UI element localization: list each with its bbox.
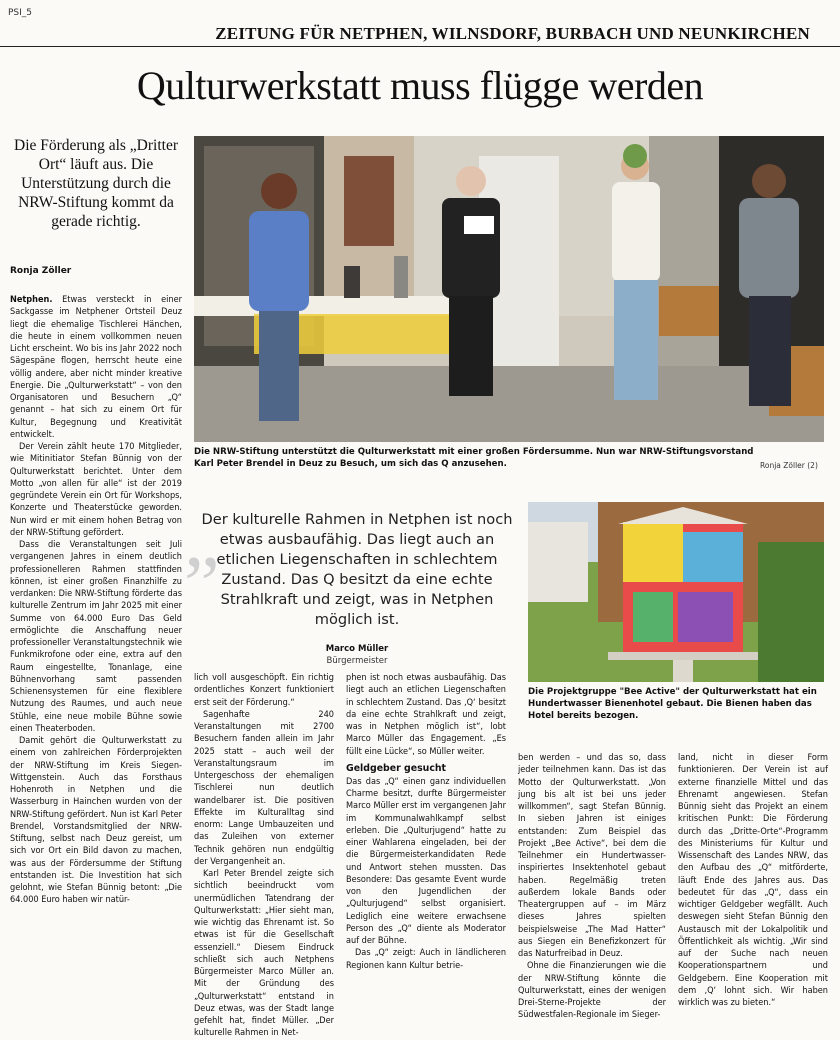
paragraph: Ohne die Finanzierungen wie die der NRW-Stiftung könnte die Qulturwerkstatt, eines der wenigen Drei-Sterne-Projekte der Südwestfalen-Regionale im Sieger-: [518, 961, 666, 1021]
pull-quote-role: Bürgermeister: [326, 656, 388, 666]
article-column-3: [346, 672, 506, 972]
bee-hotel-illustration: [528, 502, 824, 682]
paragraph: land, nicht in dieser Form funktionieren. Der Verein ist auf externe finanzielle Mittel und das Ehrenamt angewiesen. Stefan Bünnig sieht das Projekt an einem kritischen Punkt: Die Förderung durch das „Dritte-Orte“-Programm des Ministeriums für Kultur und Wissenschaft des Landes NRW, das den Aufbau des „Q“ mitförderte, läuft Ende des Jahres aus. Das bedeutet für das „Q“, dass ein wichtiger Geldgeber wegfällt. Auch deswegen sieht Stefan Bünnig den Austausch mit der Lokalpolitik und Öffentlichkeit als wichtig. „Wir sind auf der Suche nach neuen Kooperationspartnern und Geldgebern. Eine Kooperation mit dem ‚Q‘ lohnt sich. Wir haben wirklich was zu bieten.“: [678, 753, 828, 1008]
paragraph: ben werden – und das so, dass jeder teilnehmen kann. Das ist das Motto der Qulturwerkstatt. „Von jung bis alt ist bei uns jeder willkommen“, sagt Stefan Bünnig. In sieben Jahren ist einiges entstanden: Zum Beispiel das Projekt „Bee Active“, bei dem die Teilnehmer ein Hundertwasser-inspiriertes Insektenhotel gebaut haben. Regelmäßig treten außerdem lokale Bands oder Theatergruppen auf – im März dieses Jahres spielten beispielsweise „The Mad Hatter“ aus Siegen ein Benefizkonzert für das Naturfreibad in Deuz.: [518, 753, 666, 959]
lead-paragraph: Netphen. Etwas versteckt in einer Sackgasse im Netphener Ortsteil Deuz liegt die ehemalige Tischlerei Hänchen, die heute in einem vollkommen neuen Licht erscheint. Wo bis ins Jahr 2022 noch Sägespäne flogen, herrscht heute eine völlig andere, aber nicht minder kreative Energie. Die „Qulturwerkstatt“ – von den Organisatoren und Besuchern „Q“ genannt – hat sich zu einem Ort für Kultur, Begegnung und Kreativität entwickelt.: [10, 295, 182, 440]
bee-hotel-caption: Die Projektgruppe "Bee Active" der Qulturwerkstatt hat ein Hundertwasser Bienenhotel gebaut. Die Bienen haben das Hotel bereits bezogen.: [528, 687, 817, 721]
masthead: ZEITUNG FÜR NETPHEN, WILNSDORF, BURBACH UND NEUNKIRCHEN: [215, 24, 810, 43]
page-code: PSI_5: [8, 8, 33, 18]
bee-hotel-photo: [528, 502, 824, 682]
photo-credit: Ronja Zöller (2): [760, 461, 818, 470]
paragraph: lich voll ausgeschöpft. Ein richtig ordentliches Konzert funktioniert erst seit der Förderung.“: [194, 673, 334, 708]
paragraph: Sagenhafte 240 Veranstaltungen mit 2700 Besuchern fanden allein im Jahr 2025 statt – auch weil der Veranstaltungsraum im Untergeschoss der ehemaligen Tischlerei nun deutlich wandelbarer ist. Die positiven Effekte im Kulturalltag sind enorm: Lange Umbauzeiten und das Zuleihen von externer Technik gehören nun endgültig der Vergangenheit an.: [194, 709, 334, 867]
teaser: Die Förderung als „Dritter Ort“ läuft aus. Die Unterstützung durch die NRW-Stiftung kommt da gerade richtig.: [14, 137, 178, 230]
paragraph: Dass die Veranstaltungen seit Juli vergangenen Jahres in einem deutlich professionelleren Rahmen stattfinden können, ist einer großen Finanzhilfe zu verdanken: Die NRW-Stiftung förderte das kulturelle Zentrum im Jahr 2025 mit einer Summe von 64.000 Euro Das Geld ermöglichte die Anschaffung neuer professioneller Veranstaltungstechnik wie Funkmikrofone oder eine, extra auf den Raum eingestellte, Tonanlage, eine Bühnenvorhang samt passenden Schienensystemen für eine flexiblere Nutzung des Raumes, und auch neue Stühle, eine neue mobile Bühne sowie einen Theaterboden.: [10, 540, 182, 734]
masthead-rule: [0, 46, 840, 47]
subhead: Geldgeber gesucht: [346, 762, 447, 774]
paragraph: Damit gehört die Qulturwerkstatt zu einem von zahlreichen Förderprojekten der NRW-Stiftung im Kreis Siegen-Wittgenstein. Auch das Forsthaus Hohenroth in Netphen und die Wasserburg in Hainchen wurden von der NRW-Stiftung gefördert. Nun ist Karl Peter Brendel, Vorstandsmitglied der NRW-Stiftung, selbst nach Deuz gereist, um sich vor Ort ein Bild davon zu machen, was aus der Fördersumme der Stiftung entstanden ist. Die Investition hat sich gelohnt, wie Stefan Bünnig betont: „Die 64.000 Euro haben wir natür-: [10, 736, 182, 906]
paragraph: Karl Peter Brendel zeigte sich sichtlich beeindruckt vom unermüdlichen Tatendrang der Qulturwerkstatt: „Hier sieht man, wie wichtig das Ehrenamt ist. So etwas ist für die Gesellschaft essenziell.“ Diesem Eindruck schließt sich auch Netphens Bürgermeister Marco Müller an. Mit der Gründung des „Qulturwerkstatt“ entstand in Deuz etwas, was der Stadt lange gefehlt hat, findet Müller. „Der kulturelle Rahmen in Net-: [194, 869, 334, 1039]
quote-mark-icon: „: [184, 496, 220, 584]
paragraph: Das das „Q“ einen ganz individuellen Charme besitzt, durfte Bürgermeister Marco Müller erst im vergangenen Jahr im Kommunalwahlkampf selbst erleben. Die „Qulturjugend“ hatte zu einer Wahlarena eingeladen, bei der die Bürgermeisterkandidaten Rede und Antwort stehen mussten. Das Besondere: Das gesamte Event wurde von den Jugendlichen der „Qulturjugend“ selbst organisiert. Lediglich eine weitere erwachsene Person des „Q“ diente als Moderator auf der Bühne.: [346, 776, 506, 946]
pull-quote-text: Der kulturelle Rahmen in Netphen ist noch etwas ausbaufähig. Das liegt auch an etlichen Liegenschaften in schlechtem Zustand. Das Q besitzt da eine echte Strahlkraft und zeigt, was in Netphen möglich ist.: [201, 511, 513, 628]
pull-quote: [184, 496, 520, 666]
main-photo: [194, 136, 824, 442]
paragraph: phen ist noch etwas ausbaufähig. Das liegt auch an etlichen Liegenschaften in schlechtem Zustand. Das ‚Q‘ besitzt da eine echte Strahlkraft und zeigt, was in Netphen möglich ist“, lobt Marco Müller das Engagement. „Es füllt eine Lücke“, so Müller weiter.: [346, 673, 506, 757]
article-column-2: [194, 672, 334, 1040]
article-column-4: [518, 752, 666, 1022]
dateline: Netphen.: [10, 295, 53, 305]
paragraph: Das „Q“ zeigt: Auch in ländlicheren Regionen kann Kultur betrie-: [346, 948, 506, 971]
main-photo-caption: Die NRW-Stiftung unterstützt die Qulturwerkstatt mit einer großen Fördersumme. Nun war NRW-Stiftungsvorstand Karl Peter Brendel in Deuz zu Besuch, um sich das Q anzusehen.: [194, 447, 754, 469]
main-photo-illustration: [194, 136, 824, 442]
article-column-5: [678, 752, 828, 1009]
paragraph: Der Verein zählt heute 170 Mitglieder, wie Mitinitiator Stefan Bünnig von der Qulturwerkstatt berichtet. Unter dem Motto „von allen für alle“ ist der 2019 gegründete Verein ein Ort für Workshops, Konzerte und Theaterstücke geworden. Nun wird er mit einem hohen Betrag von der NRW-Stiftung gefördert.: [10, 442, 182, 538]
article-column-1: [10, 294, 182, 907]
pull-quote-name: Marco Müller: [325, 644, 389, 654]
author-byline: Ronja Zöller: [10, 266, 72, 276]
headline: Qulturwerkstatt muss flügge werden: [136, 63, 704, 108]
